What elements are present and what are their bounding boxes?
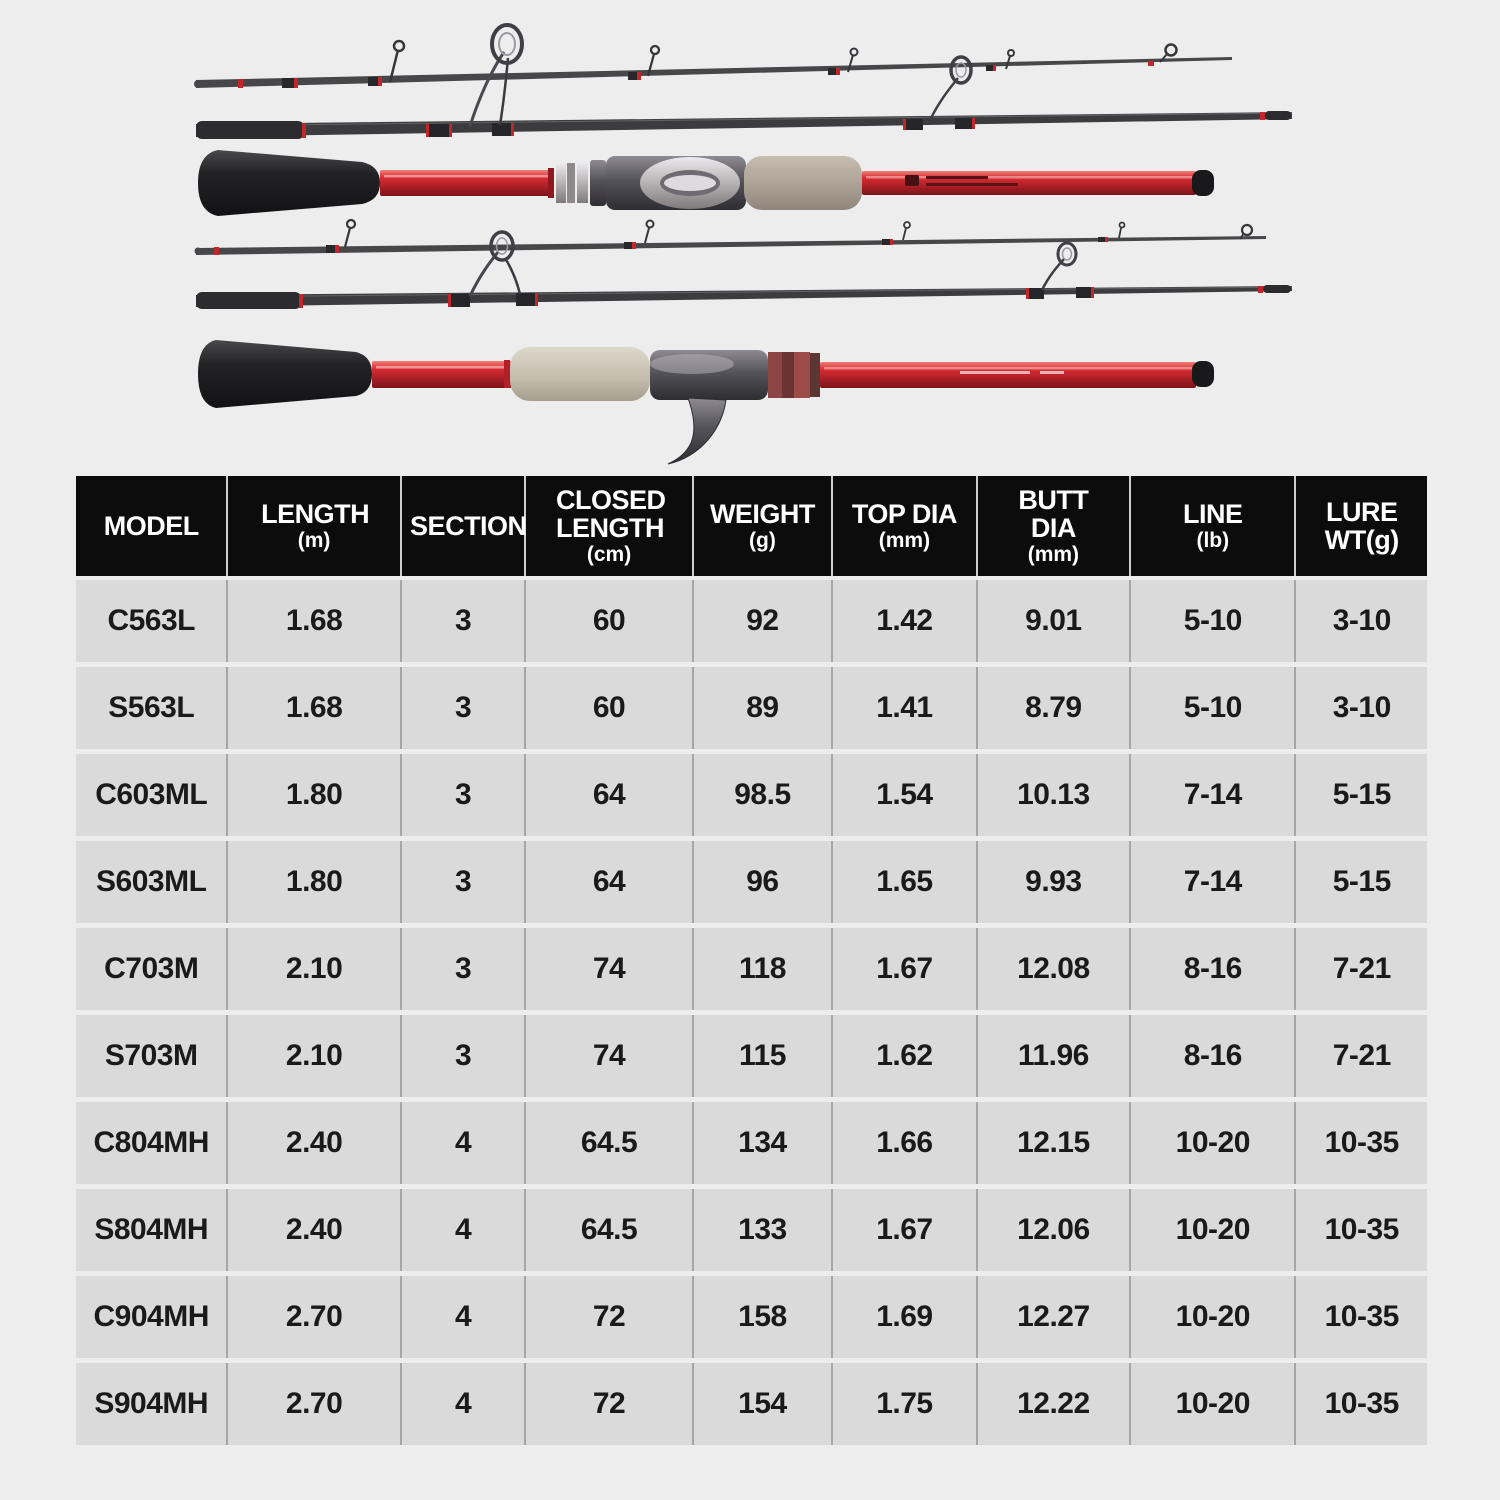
table-cell: 1.67 [833,1189,975,1271]
table-cell: 115 [694,1015,831,1097]
table-cell: 1.80 [228,754,399,836]
table-cell: 1.42 [833,580,975,662]
table-cell: 64.5 [526,1189,691,1271]
table-cell: 8-16 [1131,1015,1294,1097]
table-row [76,754,1427,836]
table-row [76,928,1427,1010]
table-cell: 7-21 [1296,928,1427,1010]
table-cell: 1.80 [228,841,399,923]
table-cell: 10-35 [1296,1189,1427,1271]
table-cell: 98.5 [694,754,831,836]
table-cell: 4 [402,1363,525,1445]
table-row [76,1189,1427,1271]
table-cell: 1.68 [228,580,399,662]
header-label: LENGTH [261,498,370,529]
table-cell: 74 [526,1015,691,1097]
table-cell: 1.54 [833,754,975,836]
header-label: MODEL [103,510,199,541]
table-cell: 3-10 [1296,580,1427,662]
table-cell: C563L [76,580,226,662]
table-cell: 5-10 [1131,580,1294,662]
table-cell: S804MH [76,1189,226,1271]
header-unit: (lb) [1196,528,1230,552]
header-cell [228,476,399,576]
table-cell: 10-20 [1131,1102,1294,1184]
table-cell: 60 [526,580,691,662]
spec-table [76,476,1427,1445]
table-cell: 7-14 [1131,841,1294,923]
spec-table-head-row [76,476,1427,576]
table-cell: 60 [526,667,691,749]
header-cell [978,476,1129,576]
header-unit: (cm) [586,543,632,567]
table-cell: C804MH [76,1102,226,1184]
table-cell: 1.62 [833,1015,975,1097]
table-cell: 1.65 [833,841,975,923]
table-cell: 3 [402,667,525,749]
table-row [76,1276,1427,1358]
table-cell: 1.41 [833,667,975,749]
table-cell: 1.66 [833,1102,975,1184]
table-row [76,580,1427,662]
table-cell: 72 [526,1276,691,1358]
table-cell: 92 [694,580,831,662]
header-cell [402,476,525,576]
table-cell: 64 [526,754,691,836]
table-cell: 2.40 [228,1189,399,1271]
table-cell: 10-35 [1296,1363,1427,1445]
header-label: CLOSED LENGTH [556,484,666,543]
table-cell: 133 [694,1189,831,1271]
spec-table-body [76,580,1427,1445]
table-cell: 12.27 [978,1276,1129,1358]
table-cell: 12.22 [978,1363,1129,1445]
header-label: TOP DIA [851,498,957,529]
table-cell: 2.10 [228,1015,399,1097]
header-cell [833,476,975,576]
header-label: LINE [1183,498,1243,529]
table-cell: S904MH [76,1363,226,1445]
table-cell: 10-35 [1296,1276,1427,1358]
table-cell: 12.15 [978,1102,1129,1184]
table-cell: 1.68 [228,667,399,749]
table-cell: 3-10 [1296,667,1427,749]
table-cell: 158 [694,1276,831,1358]
spinning-rod-image [194,25,1292,216]
product-image [0,0,1500,476]
table-cell: 10-35 [1296,1102,1427,1184]
table-row [76,667,1427,749]
table-cell: 1.69 [833,1276,975,1358]
table-cell: 10-20 [1131,1189,1294,1271]
table-cell: 3 [402,580,525,662]
table-cell: 118 [694,928,831,1010]
table-cell: 9.93 [978,841,1129,923]
header-cell [526,476,691,576]
header-label: BUTT DIA [1018,484,1089,543]
table-cell: 134 [694,1102,831,1184]
table-cell: 64 [526,841,691,923]
table-cell: S603ML [76,841,226,923]
table-cell: 1.75 [833,1363,975,1445]
table-cell: 2.70 [228,1276,399,1358]
table-cell: 5-15 [1296,754,1427,836]
table-cell: 1.67 [833,928,975,1010]
table-cell: 3 [402,841,525,923]
table-cell: 3 [402,928,525,1010]
table-cell: C603ML [76,754,226,836]
table-cell: 9.01 [978,580,1129,662]
table-cell: 10-20 [1131,1363,1294,1445]
table-cell: 11.96 [978,1015,1129,1097]
table-cell: 72 [526,1363,691,1445]
table-cell: 10.13 [978,754,1129,836]
table-cell: 5-15 [1296,841,1427,923]
header-cell [1131,476,1294,576]
table-cell: 8-16 [1131,928,1294,1010]
header-unit: (g) [749,528,776,552]
table-cell: 154 [694,1363,831,1445]
table-cell: 7-14 [1131,754,1294,836]
table-cell: 3 [402,1015,525,1097]
table-cell: 4 [402,1189,525,1271]
table-cell: 96 [694,841,831,923]
table-row [76,1015,1427,1097]
table-cell: S563L [76,667,226,749]
header-cell [76,476,226,576]
table-cell: S703M [76,1015,226,1097]
table-cell: 5-10 [1131,667,1294,749]
header-label: SECTION [410,510,527,541]
table-cell: 12.06 [978,1189,1129,1271]
table-row [76,1102,1427,1184]
casting-rod-image [195,220,1293,464]
header-unit: (m) [297,528,331,552]
header-unit: (mm) [878,528,931,552]
fishing-rods-illustration [0,0,1500,476]
table-cell: 12.08 [978,928,1129,1010]
header-cell [1296,476,1427,576]
table-cell: C904MH [76,1276,226,1358]
table-cell: 74 [526,928,691,1010]
table-cell: 8.79 [978,667,1129,749]
table-cell: 2.40 [228,1102,399,1184]
table-row [76,1363,1427,1445]
table-cell: C703M [76,928,226,1010]
header-label: LURE WT(g) [1324,496,1399,555]
table-cell: 4 [402,1102,525,1184]
table-row [76,841,1427,923]
table-cell: 64.5 [526,1102,691,1184]
table-cell: 3 [402,754,525,836]
table-cell: 4 [402,1276,525,1358]
table-cell: 10-20 [1131,1276,1294,1358]
header-label: WEIGHT [709,498,815,529]
table-cell: 2.70 [228,1363,399,1445]
table-cell: 2.10 [228,928,399,1010]
header-cell [694,476,831,576]
table-cell: 89 [694,667,831,749]
header-unit: (mm) [1027,543,1080,567]
table-cell: 7-21 [1296,1015,1427,1097]
